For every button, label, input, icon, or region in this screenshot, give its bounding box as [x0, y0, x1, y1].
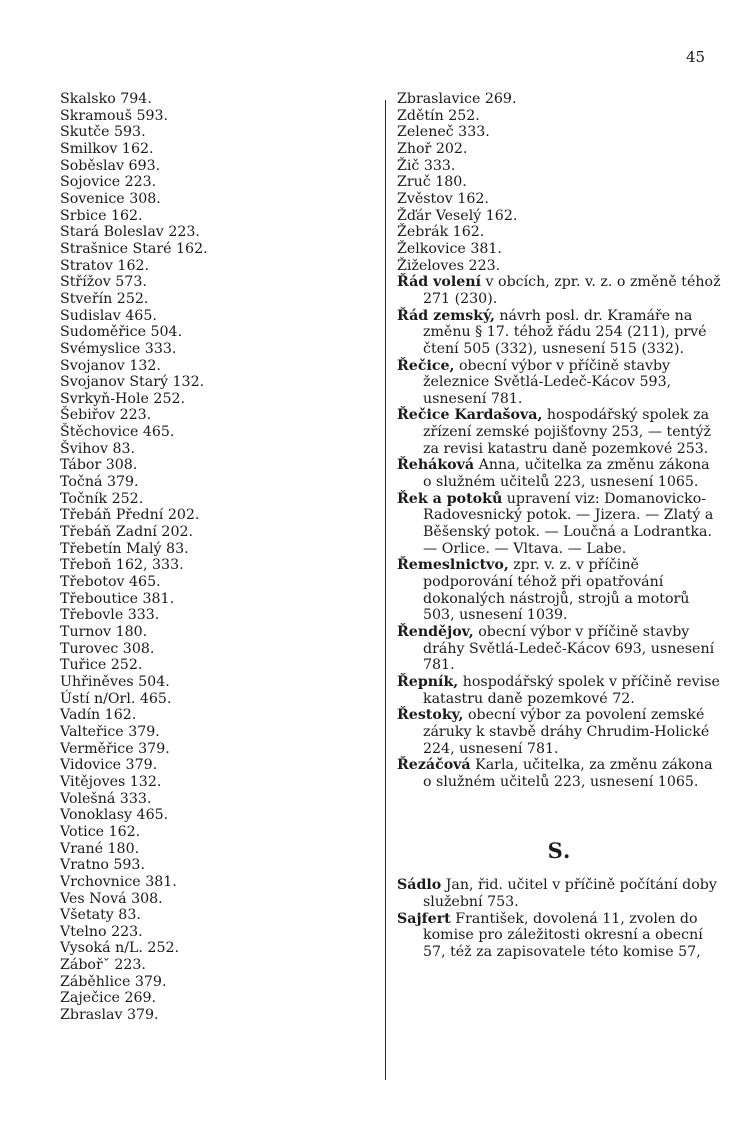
index-line: Vrané 180. [60, 840, 140, 857]
entry-text: hospodářský spolek za zřízení zemské pojišťovny 253, — tentýž za revisi katastru daně pozemkové 253. [423, 407, 711, 457]
index-line: Švihov 83. [60, 440, 136, 457]
index-line: Žďár Veselý 162. [397, 207, 518, 224]
index-line: Zeleneč 333. [397, 124, 490, 141]
index-line: Třebetín Malý 83. [60, 540, 189, 557]
entry-text: upravení viz: Domanovicko-Radovesnický potok. — Jizera. — Zlatý a Běšenský potok. — Loučná a Lodrantka. — Orlice. — Vltava. — Labe. [423, 490, 714, 557]
entry-headword: Řendějov, [397, 624, 474, 640]
index-line: Svojanov Starý 132. [60, 374, 205, 391]
entry-headword: Řezáčová [397, 757, 471, 774]
place-list [397, 91, 722, 274]
index-line: Vrchovnice 381. [60, 873, 177, 890]
index-line: Turnov 180. [60, 624, 148, 640]
index-line: Volešná 333. [60, 790, 152, 807]
index-line: Šebiřov 223. [60, 407, 152, 424]
entry-headword: Řád zemský, [397, 307, 495, 324]
index-entry [397, 457, 722, 490]
index-line: Zhoř 202. [397, 140, 468, 157]
index-line: Smilkov 162. [60, 140, 154, 157]
entry-text: obecní výbor za povolení zemské záruky k stavbě dráhy Chrudim-Holické 224, usnesení 781. [423, 707, 710, 757]
index-line: Zvěstov 162. [397, 190, 489, 207]
index-line: Zdětín 252. [397, 107, 480, 124]
index-entry [397, 308, 722, 358]
index-line: Střížov 573. [60, 274, 147, 291]
index-line: Strašnice Staré 162. [60, 240, 208, 257]
entry-text: zpr. v. z. v příčině podporování téhož při opatřování dokonalých nástrojů, strojů a motorů 503, usnesení 1039. [423, 557, 690, 624]
index-line: Vysoká n/L. 252. [60, 940, 180, 957]
entry-headword: Řek a potoků [397, 490, 503, 507]
index-line: Žebrák 162. [397, 224, 485, 241]
entry-headword: Řád volení [397, 274, 481, 291]
index-line: Třebáň Přední 202. [60, 507, 200, 524]
index-line: Sovenice 308. [60, 190, 161, 207]
entry-text: v obcích, zpr. v. z. o změně téhož 271 (230). [423, 274, 721, 307]
index-line: Uhřiněves 504. [60, 673, 170, 690]
index-line: Skutče 593. [60, 124, 146, 141]
entry-text: Karla, učitelka, za změnu zákona o služném učitelů 223, usnesení 1065. [423, 757, 713, 790]
index-entries [397, 274, 722, 790]
index-entry [397, 911, 722, 961]
index-line: Zruč 180. [397, 174, 467, 191]
entry-headword: Řepník, [397, 673, 459, 690]
entry-headword: Řestoky, [397, 707, 464, 724]
index-line: Vitějoves 132. [60, 773, 162, 790]
entry-headword: Řečice Kardašova, [397, 407, 543, 424]
index-line: Skalsko 794. [60, 91, 152, 107]
entry-headword: Sádlo [397, 877, 442, 894]
index-line: Vidovice 379. [60, 757, 158, 774]
index-line: Valteřice 379. [60, 723, 160, 740]
index-line: Vtelno 223. [60, 923, 143, 940]
index-line: Stará Boleslav 223. [60, 224, 200, 241]
entry-headword: Řeháková [397, 457, 475, 474]
index-line: Záběhlice 379. [60, 973, 167, 990]
index-line: Tuřice 252. [60, 657, 143, 674]
index-line: Žič 333. [397, 157, 456, 174]
entry-text: obecní výbor v příčině stavby dráhy Světlá-Ledeč-Kácov 693, usnesení 781. [423, 624, 715, 674]
entry-text: návrh posl. dr. Kramáře na změnu § 17. téhož řádu 254 (211), prvé čtení 505 (332), usnesení 515 (332). [423, 307, 707, 357]
section-letter: S. [547, 837, 572, 863]
index-line: Žiželoves 223. [397, 257, 501, 274]
index-line: Třebovle 333. [60, 607, 160, 624]
s-entries [397, 877, 722, 960]
entry-headword: Řemeslnictvo, [397, 557, 509, 574]
index-entry [397, 757, 722, 790]
index-line: Třebotov 465. [60, 574, 161, 591]
index-line: Turovec 308. [60, 640, 155, 657]
index-line: Zábořˇ 223. [60, 957, 146, 974]
index-line: Zaječice 269. [60, 990, 157, 1007]
index-line: Ves Nová 308. [60, 890, 163, 907]
index-entry [397, 557, 722, 624]
index-line: Sudislav 465. [60, 307, 157, 324]
index-entry [397, 707, 722, 757]
entry-headword: Sajfert [397, 910, 451, 927]
index-entry [397, 407, 722, 457]
index-entry [397, 358, 722, 408]
index-line: Svojanov 132. [60, 357, 161, 374]
index-line: Stratov 162. [60, 257, 150, 274]
index-line: Sojovice 223. [60, 174, 157, 191]
column-divider [385, 100, 386, 1080]
index-line: Štěchovice 465. [60, 424, 175, 441]
index-line: Stveřín 252. [60, 290, 149, 307]
index-entry [397, 624, 722, 674]
index-line: Soběslav 693. [60, 157, 161, 174]
index-line: Votice 162. [60, 823, 141, 840]
index-line: Sudoměřice 504. [60, 324, 183, 341]
index-entry [397, 674, 722, 707]
entry-text: obecní výbor v příčině stavby železnice Světlá-Ledeč-Kácov 593, usnesení 781. [423, 357, 672, 407]
entry-text: hospodářský spolek v příčině revise katastru daně pozemkové 72. [423, 673, 720, 707]
index-line: Želkovice 381. [397, 240, 502, 257]
index-line: Ústí n/Orl. 465. [60, 690, 172, 707]
index-line: Točník 252. [60, 490, 144, 507]
entry-text: Jan, řid. učitel v příčině počítání doby služební 753. [423, 877, 717, 910]
index-line: Třebáň Zadní 202. [60, 524, 194, 541]
left-column [60, 91, 360, 1024]
index-line: Verměřice 379. [60, 740, 170, 757]
index-entry [397, 877, 722, 910]
entry-headword: Řečice, [397, 357, 455, 374]
index-entry [397, 274, 722, 307]
index-line: Skramouš 593. [60, 107, 169, 124]
page-number: 45 [686, 48, 706, 66]
index-line: Zbraslavice 269. [397, 91, 517, 107]
index-line: Zbraslav 379. [60, 1007, 159, 1024]
index-line: Tábor 308. [60, 457, 138, 474]
index-line: Všetaty 83. [60, 907, 141, 924]
right-column [397, 91, 722, 961]
index-line: Točná 379. [60, 474, 139, 491]
entry-text: František, dovolená 11, zvolen do komise pro záležitosti okresní a obecní 57, též za zapisovatele této komise 57, [423, 910, 703, 960]
index-line: Srbice 162. [60, 207, 143, 224]
entry-text: Anna, učitelka za změnu zákona o služném učitelů 223, usnesení 1065. [423, 457, 710, 491]
index-line: Třeboutice 381. [60, 590, 175, 607]
index-line: Třeboň 162, 333. [60, 557, 184, 574]
index-line: Vadín 162. [60, 707, 137, 724]
index-line: Svrkyň-Hole 252. [60, 390, 186, 407]
index-line: Vonoklasy 465. [60, 807, 169, 824]
index-entry [397, 491, 722, 558]
index-line: Vratno 593. [60, 857, 145, 874]
index-line: Svémyslice 333. [60, 340, 177, 357]
